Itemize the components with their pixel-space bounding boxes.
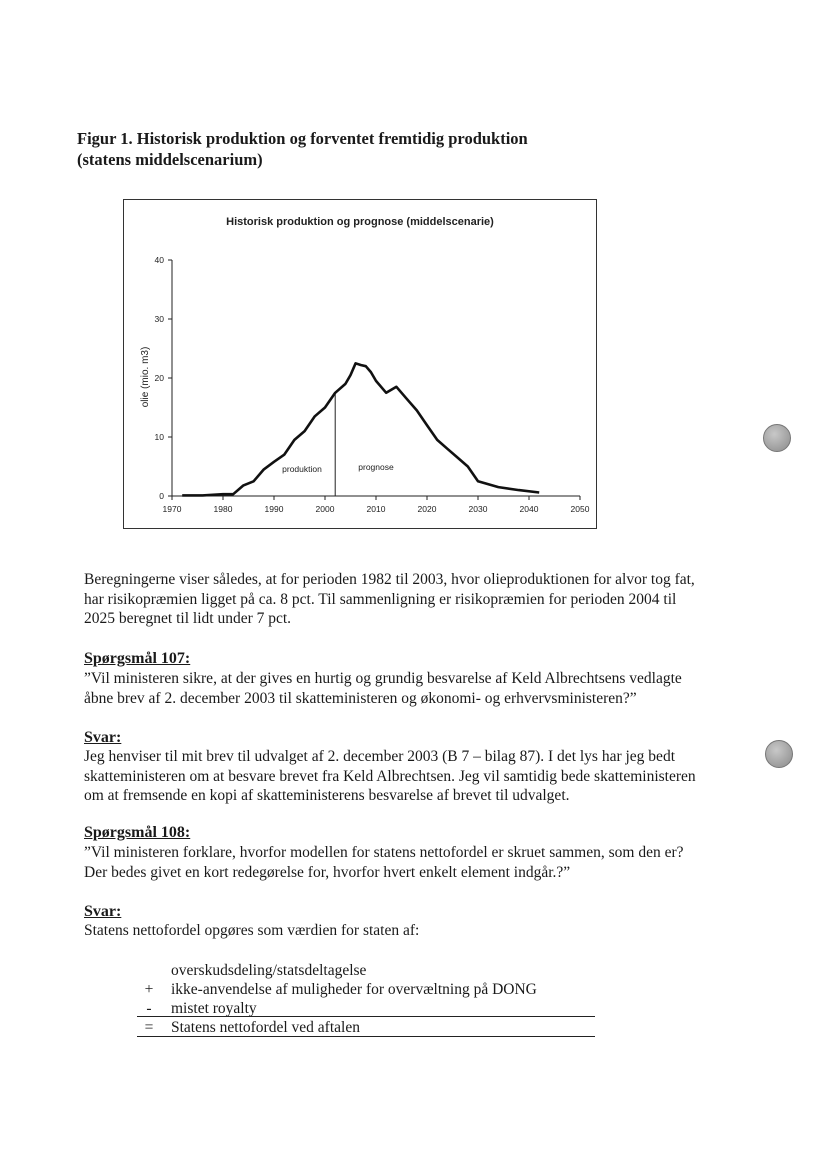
formula-divider bbox=[137, 1016, 595, 1017]
paragraph-line: Beregningerne viser således, at for perioden 1982 til 2003, hvor olieproduktionen for alvor tog fat, bbox=[84, 571, 695, 588]
answer-line: Jeg henviser til mit brev til udvalget af 2. december 2003 (B 7 – bilag 87). I det lys har jeg bedt bbox=[84, 748, 675, 765]
formula-row bbox=[137, 961, 597, 980]
formula-term: mistet royalty bbox=[171, 1000, 257, 1017]
paragraph-line: 2025 beregnet til lidt under 7 pct. bbox=[84, 610, 292, 627]
formula-operator: - bbox=[146, 1000, 152, 1017]
punch-hole-icon bbox=[765, 740, 793, 768]
production-chart bbox=[123, 199, 597, 529]
answer-107-text bbox=[84, 747, 762, 806]
paragraph-risk-premium bbox=[84, 570, 762, 629]
chart-y-label: olie (mio. m3) bbox=[140, 346, 151, 408]
chart-title: Historisk produktion og prognose (middelscenarie) bbox=[226, 216, 494, 228]
annotation-prognose: prognose bbox=[358, 462, 394, 472]
formula-operator: + bbox=[144, 981, 154, 998]
question-line: ”Vil ministeren forklare, hvorfor modellen for statens nettofordel er skruet sammen, som den er? bbox=[84, 844, 684, 861]
question-line: ”Vil ministeren sikre, at der gives en hurtig og grundig besvarelse af Keld Albrechtsens vedlagte bbox=[84, 670, 682, 687]
x-tick-label: 2010 bbox=[366, 504, 386, 514]
y-tick-label: 40 bbox=[154, 255, 164, 265]
y-tick-label: 20 bbox=[154, 373, 164, 383]
question-line: Der bedes givet en kort redegørelse for, hvorfor hvert enkelt element indgår.?” bbox=[84, 863, 571, 881]
answer-108-heading: Svar: bbox=[84, 903, 122, 920]
figure-caption bbox=[77, 128, 717, 170]
x-tick-label: 1980 bbox=[213, 504, 233, 514]
formula-divider bbox=[137, 1036, 595, 1037]
question-107-text bbox=[84, 669, 762, 708]
answer-line: Statens nettofordel opgøres som værdien for staten af: bbox=[84, 922, 420, 939]
y-tick-label: 30 bbox=[154, 314, 164, 324]
x-tick-label: 2040 bbox=[519, 504, 539, 514]
net-benefit-formula bbox=[137, 961, 597, 1037]
punch-hole-icon bbox=[763, 424, 791, 452]
production-chart-svg bbox=[124, 200, 596, 528]
answer-line: om at fremsende en kopi af skatteministerens besvarelse af brevet til udvalget. bbox=[84, 787, 570, 804]
y-tick-label: 0 bbox=[159, 491, 164, 501]
question-line: åbne brev af 2. december 2003 til skatteministeren og økonomi- og erhvervsministeren?” bbox=[84, 689, 637, 707]
formula-row bbox=[137, 1018, 597, 1037]
x-tick-label: 2050 bbox=[570, 504, 590, 514]
paragraph-line: har risikopræmien ligget på ca. 8 pct. Til sammenligning er risikopræmien for perioden 2004 til bbox=[84, 590, 677, 608]
x-tick-label: 2000 bbox=[315, 504, 335, 514]
annotation-produktion: produktion bbox=[282, 464, 322, 474]
question-108-text bbox=[84, 843, 762, 882]
formula-term: overskudsdeling/statsdeltagelse bbox=[171, 962, 367, 979]
question-107-heading: Spørgsmål 107: bbox=[84, 650, 191, 667]
formula-term: ikke-anvendelse af muligheder for overvæltning på DONG bbox=[171, 981, 537, 998]
answer-108-text bbox=[84, 921, 762, 941]
y-tick-label: 10 bbox=[154, 432, 164, 442]
x-tick-label: 1990 bbox=[264, 504, 284, 514]
x-tick-label: 1970 bbox=[162, 504, 182, 514]
figure-caption-line2: (statens middelscenarium) bbox=[77, 150, 263, 169]
answer-107-heading: Svar: bbox=[84, 729, 122, 746]
figure-caption-line1: Figur 1. Historisk produktion og forventet fremtidig produktion bbox=[77, 129, 528, 148]
formula-operator: = bbox=[144, 1019, 154, 1036]
x-tick-label: 2020 bbox=[417, 504, 437, 514]
x-tick-label: 2030 bbox=[468, 504, 488, 514]
question-108-heading: Spørgsmål 108: bbox=[84, 824, 191, 841]
answer-line: skatteministeren om at besvare brevet fra Keld Albrechtsen. Jeg vil samtidig bede skatteministeren bbox=[84, 767, 696, 785]
oil-production-series-line bbox=[182, 363, 539, 495]
formula-term: Statens nettofordel ved aftalen bbox=[171, 1019, 360, 1036]
formula-row bbox=[137, 980, 597, 999]
